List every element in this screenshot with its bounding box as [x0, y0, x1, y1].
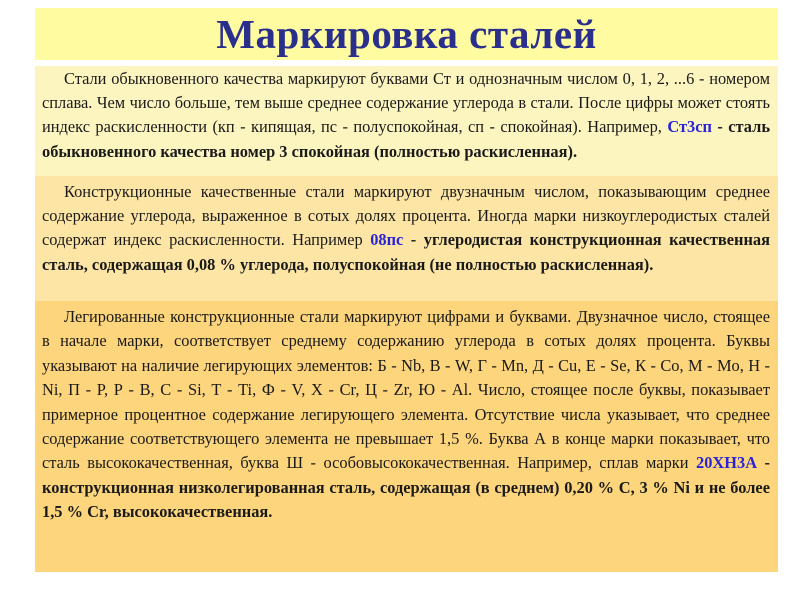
section-quality-steels	[35, 176, 778, 301]
plain-steels-text: Стали обыкновенного качества маркируют буквами Ст и однозначным числом 0, 1, 2, ...6 - номером сплава. Чем число больше, тем выше среднее содержание углерода в стали. После цифры может стоять индекс раскисленности (кп - кипящая, пс - полуспокойная, сп - спокойная). Например,	[42, 69, 770, 137]
alloy-steels-grade-description: - конструкционная низколегированная сталь, содержащая (в среднем) 0,20 % С, 3 % Ni и не более 1,5 % Cr, высококачественная.	[42, 453, 770, 522]
quality-steels-grade-example: 08пс	[370, 230, 404, 250]
quality-steels-grade-description: - углеродистая конструкционная качественная сталь, содержащая 0,08 % углерода, полуспокойная (не полностью раскисленная).	[42, 230, 770, 274]
plain-steels-grade-description: - сталь обыкновенного качества номер 3 спокойная (полностью раскисленная).	[42, 117, 770, 161]
section-alloy-steels	[35, 301, 778, 572]
plain-steels-grade-example: Ст3сп	[667, 117, 712, 137]
section-plain-steels	[35, 66, 778, 176]
alloy-steels-grade-example: 20ХН3А	[696, 453, 758, 473]
section-plain-steels-paragraph	[42, 66, 770, 164]
section-quality-steels-paragraph	[42, 176, 770, 277]
page-title: Маркировка сталей	[216, 11, 597, 57]
title-bar	[35, 8, 778, 60]
quality-steels-text: Конструкционные качественные стали маркируют двузначным числом, показывающим среднее содержание углерода, выраженное в сотых долях процента. Иногда марки низкоуглеродистых сталей содержат индекс раскисленности. Например	[42, 182, 770, 250]
alloy-steels-text: Легированные конструкционные стали маркируют цифрами и буквами. Двузначное число, стоящее в начале марки, соответствует среднему содержанию углерода в сотых долях процента. Буквы указывают на наличие легирующих элементов: Б - Nb, В - W, Г - Mn, Д - Cu, Е - Se, К - Co, М - Mo, Н - Ni, П - P, Р - B, С - Si, Т - Ti, Ф - V, Х - Cr, Ц - Zr, Ю - Al. Число, стоящее после буквы, показывает примерное процентное содержание легирующего элемента. Отсутствие числа указывает, что среднее содержание соответствующего элемента не превышает 1,5 %. Буква А в конце марки показывает, что сталь высококачественная, буква Ш - особовысококачественная. Например, сплав марки	[42, 307, 770, 473]
section-alloy-steels-paragraph	[42, 301, 770, 525]
